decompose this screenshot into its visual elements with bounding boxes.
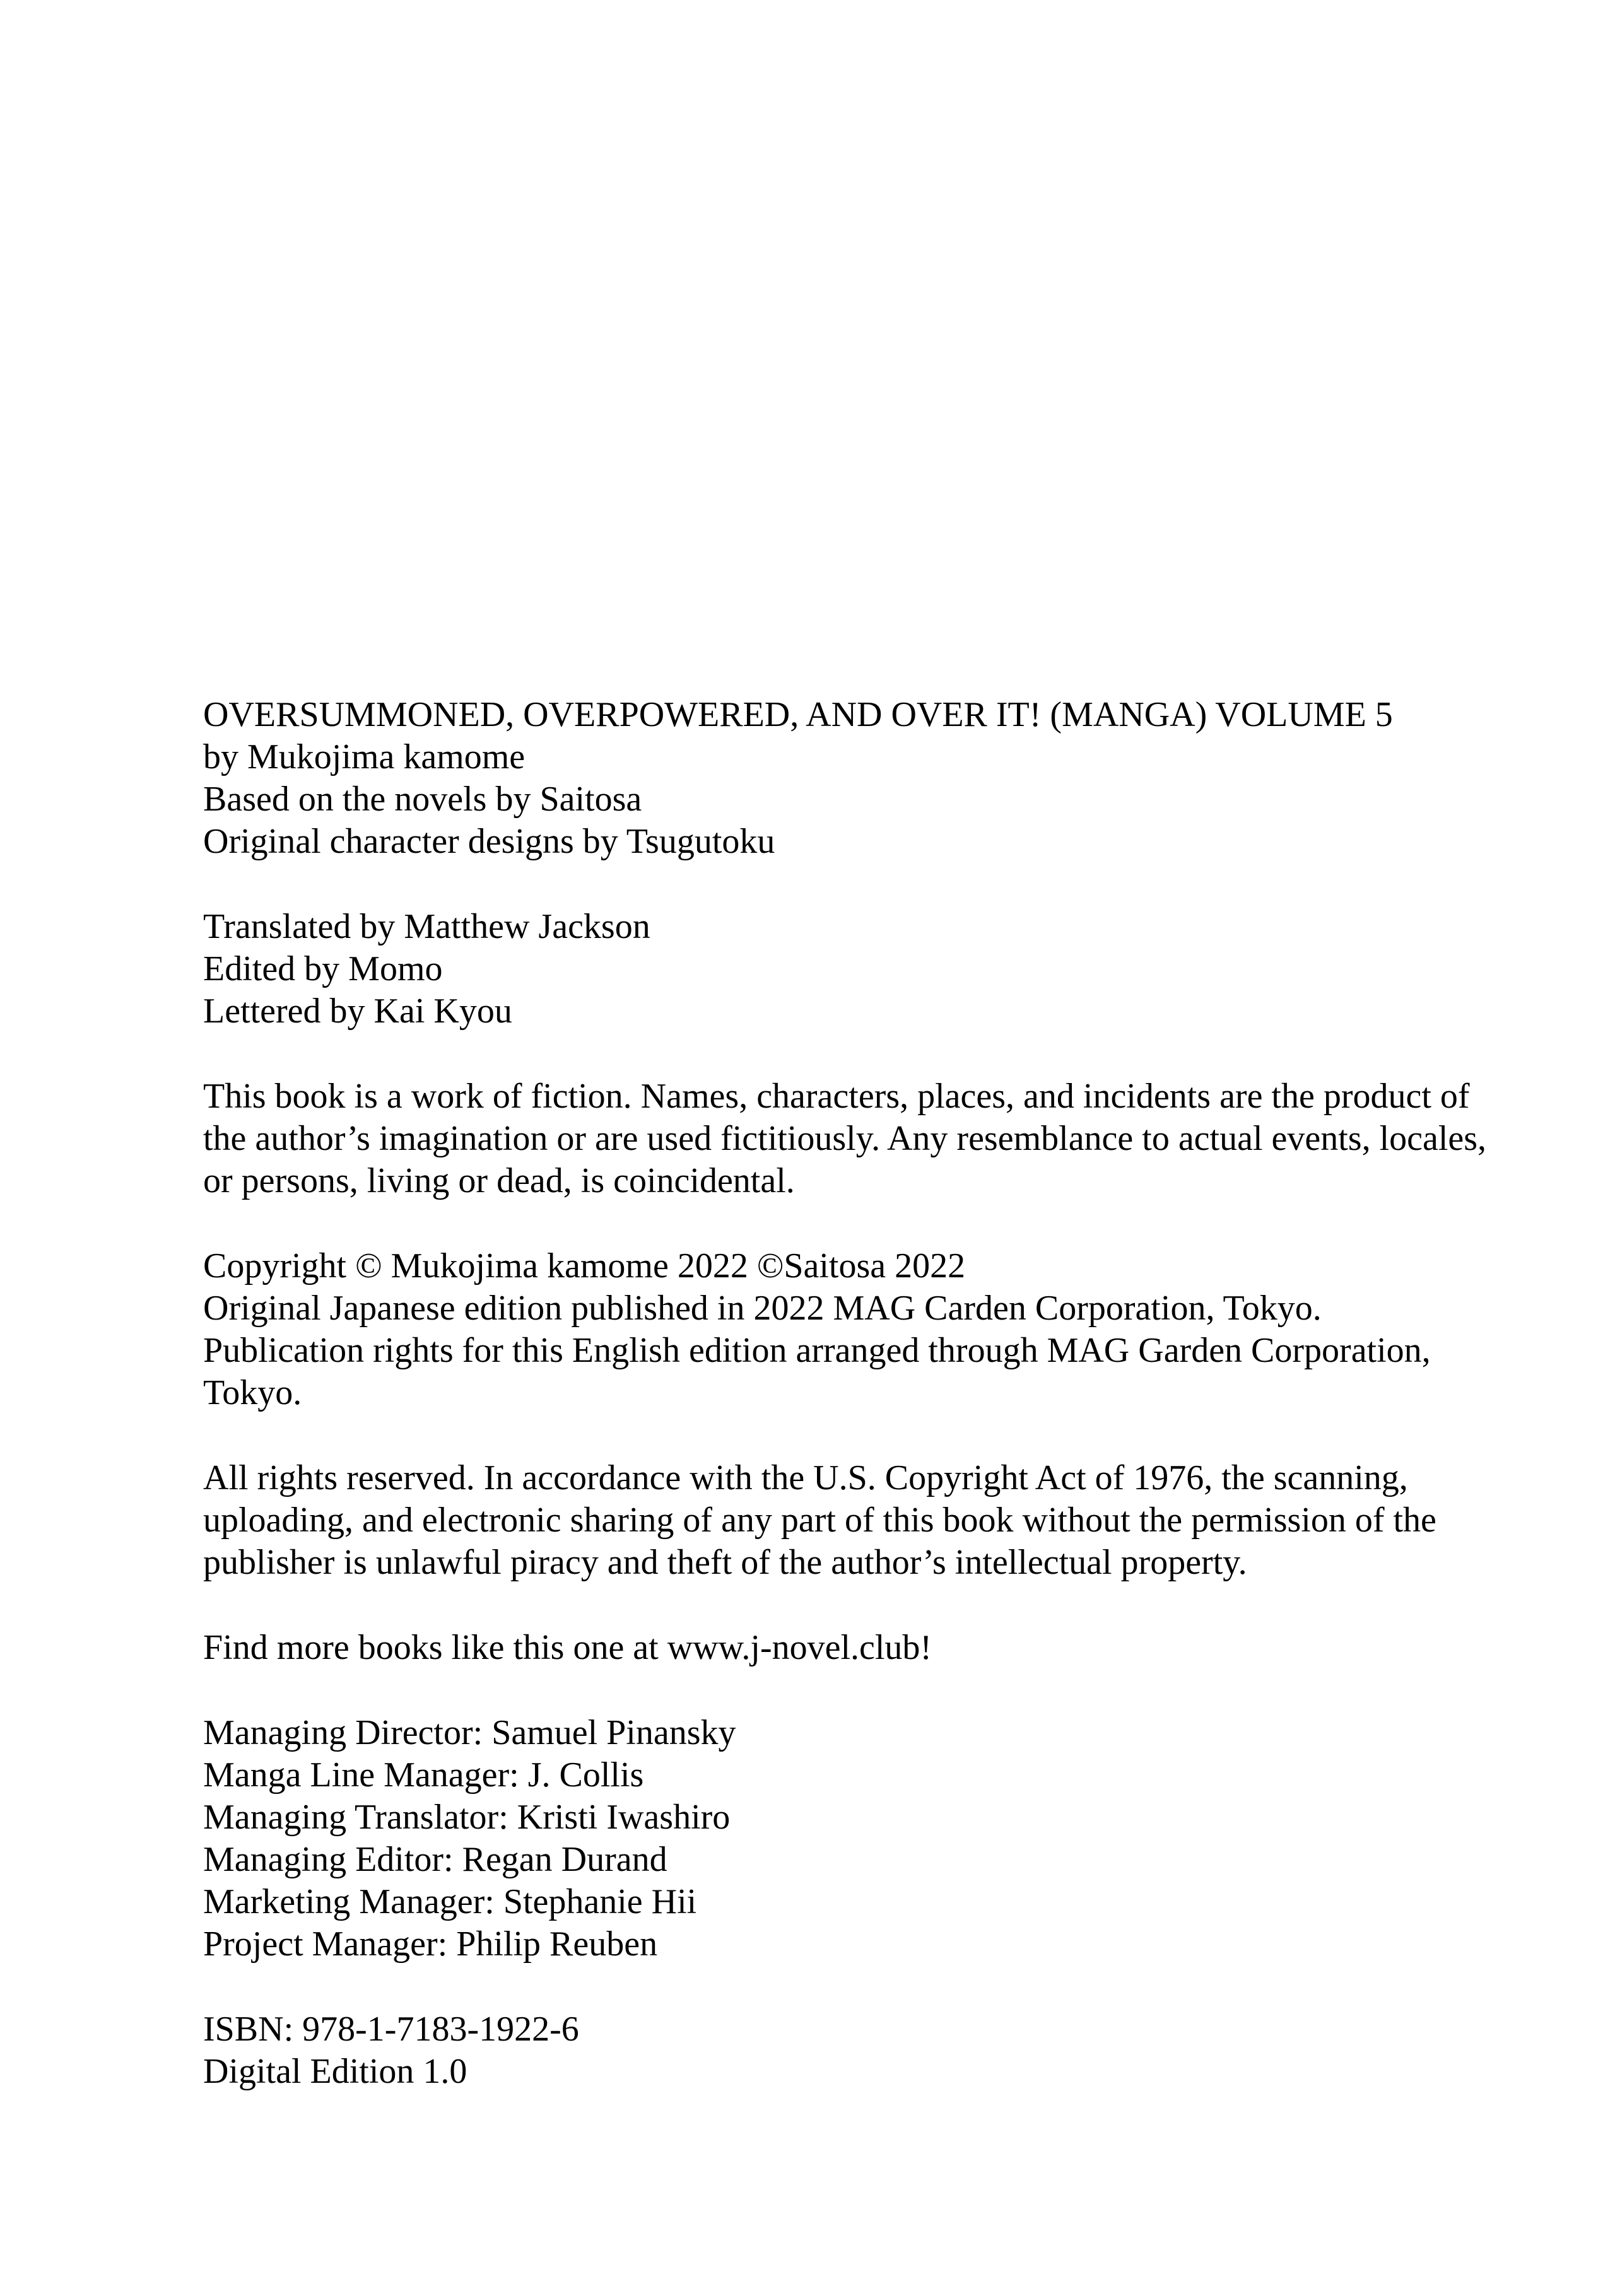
colophon-text-column: [203, 694, 1552, 2093]
translator-line: Translated by Matthew Jackson: [203, 907, 650, 946]
manga-line-manager-line: Manga Line Manager: J. Collis: [203, 1755, 644, 1795]
editor-line: Edited by Momo: [203, 949, 443, 988]
japanese-edition-line: Original Japanese edition published in 2022 MAG Carden Corporation, Tokyo.: [203, 1289, 1322, 1328]
translation-credits: [203, 906, 1552, 1033]
marketing-manager-line: Marketing Manager: Stephanie Hii: [203, 1882, 697, 1921]
rights-line-1: All rights reserved. In accordance with the U.S. Copyright Act of 1976, the scanning,: [203, 1458, 1408, 1497]
copyright-line: Copyright © Mukojima kamome 2022 ©Saitosa 2022: [203, 1246, 966, 1286]
isbn-line: ISBN: 978-1-7183-1922-6: [203, 2010, 579, 2049]
rights-line-3: publisher is unlawful piracy and theft of the author’s intellectual property.: [203, 1543, 1247, 1582]
disclaimer-line-3: or persons, living or dead, is coincidental.: [203, 1161, 795, 1200]
fiction-disclaimer: [203, 1075, 1552, 1202]
publication-rights-cont-line: Tokyo.: [203, 1373, 302, 1412]
copyright-notice: [203, 1245, 1552, 1414]
find-more-block: [203, 1627, 1552, 1669]
letterer-line: Lettered by Kai Kyou: [203, 992, 512, 1031]
character-design-line: Original character designs by Tsugutoku: [203, 822, 775, 861]
isbn-block: [203, 2008, 1552, 2093]
publication-rights-line: Publication rights for this English edition arranged through MAG Garden Corporation,: [203, 1331, 1431, 1370]
rights-line-2: uploading, and electronic sharing of any part of this book without the permission of the: [203, 1501, 1436, 1540]
digital-edition-line: Digital Edition 1.0: [203, 2052, 467, 2091]
staff-credits: [203, 1712, 1552, 1965]
book-title-block: [203, 694, 1552, 863]
managing-director-line: Managing Director: Samuel Pinansky: [203, 1713, 736, 1752]
managing-translator-line: Managing Translator: Kristi Iwashiro: [203, 1798, 731, 1837]
find-more-line: Find more books like this one at www.j-novel.club!: [203, 1628, 932, 1667]
disclaimer-line-1: This book is a work of fiction. Names, characters, places, and incidents are the product of: [203, 1077, 1470, 1116]
managing-editor-line: Managing Editor: Regan Durand: [203, 1840, 667, 1879]
project-manager-line: Project Manager: Philip Reuben: [203, 1924, 658, 1964]
author-line: by Mukojima kamome: [203, 737, 526, 776]
book-title: OVERSUMMONED, OVERPOWERED, AND OVER IT! (MANGA) VOLUME 5: [203, 695, 1393, 734]
novels-credit-line: Based on the novels by Saitosa: [203, 780, 642, 819]
disclaimer-line-2: the author’s imagination or are used fictitiously. Any resemblance to actual events, locales,: [203, 1119, 1487, 1158]
rights-notice: [203, 1457, 1552, 1584]
